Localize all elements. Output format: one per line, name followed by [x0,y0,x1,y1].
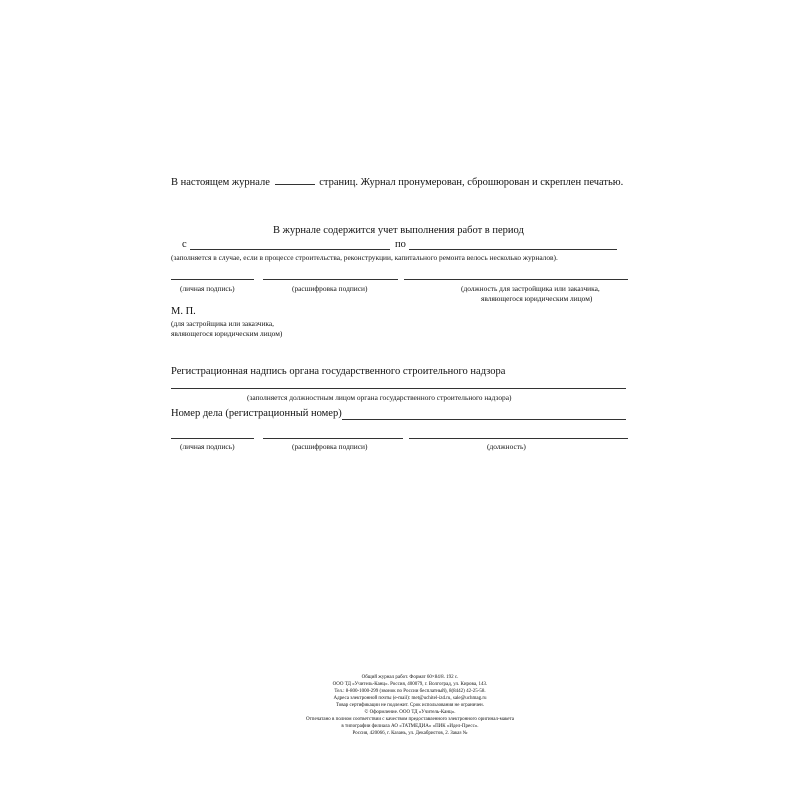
registration-field [171,388,626,389]
period-heading: В журнале содержится учет выполнения работ в период [273,225,524,236]
personal-signature-caption-2: (личная подпись) [180,442,235,451]
registration-heading: Регистрационная надпись органа государственного строительного надзора [171,366,506,377]
imprint-line: Адреса электронной почты (e-mail): met@uchitel-izd.ru, sale@uchmag.ru [333,696,487,701]
period-from-label: с [182,239,187,250]
signature-decoding-caption-1: (расшифровка подписи) [292,284,368,293]
position-field-2 [409,438,628,439]
imprint-line: Общий журнал работ. Формат 60×84/8. 192 с. [361,675,459,680]
imprint-line: Россия, 420066, г. Казань, ул. Декабристов, 2. Заказ № [352,731,468,736]
personal-signature-caption-1: (личная подпись) [180,284,235,293]
period-from-field [190,249,390,250]
signature-decoding-field-2 [263,438,403,439]
imprint-line: в типографии филиала АО «ТАТМЕДИА» «ПИК «Идел-Пресс». [341,724,479,729]
publisher-imprint [300,675,520,739]
imprint-line: Тел.: 8-800-1000-299 (звонок по России бесплатный), 8(8442) 42-25-58. [334,689,486,694]
stamp-label: М. П. [171,306,196,317]
period-to-label: по [395,239,406,250]
position-caption-1-line2: являющегося юридическим лицом) [481,294,593,303]
case-number-label: Номер дела (регистрационный номер) [171,408,342,419]
position-field-1 [404,279,628,280]
signature-decoding-caption-2: (расшифровка подписи) [292,442,368,451]
signature-decoding-field-1 [263,279,398,280]
pages-count-blank [275,184,315,185]
period-to-field [409,249,617,250]
pages-statement [171,177,623,188]
period-note: (заполняется в случае, если в процессе строительства, реконструкции, капитального ремонта велось несколько журналов). [171,253,558,262]
stamp-note-line2: являющегося юридическим лицом) [171,329,283,338]
position-caption-2: (должность) [487,442,526,451]
imprint-line: Отпечатано в полном соответствии с качеством предоставленного электронного оригинал-макета [306,717,514,722]
imprint-line: Товар сертификации не подлежит. Срок использования не ограничен. [336,703,484,708]
case-number-field [342,419,626,420]
pages-suffix: страниц. Журнал пронумерован, сброшюрован и скреплен печатью. [319,177,624,188]
position-caption-1-line1: (должность для застройщика или заказчика, [461,284,600,293]
imprint-line: © Оформление. ООО ТД «Учитель-Канц». [364,710,456,715]
personal-signature-field-1 [171,279,254,280]
pages-prefix: В настоящем журнале [171,177,270,188]
personal-signature-field-2 [171,438,254,439]
stamp-note-line1: (для застройщика или заказчика, [171,319,275,328]
registration-note: (заполняется должностным лицом органа государственного строительного надзора) [247,393,512,402]
imprint-line: ООО ТД «Учитель-Канц». Россия, 400079, г. Волгоград, ул. Кирова, 143. [332,682,488,687]
